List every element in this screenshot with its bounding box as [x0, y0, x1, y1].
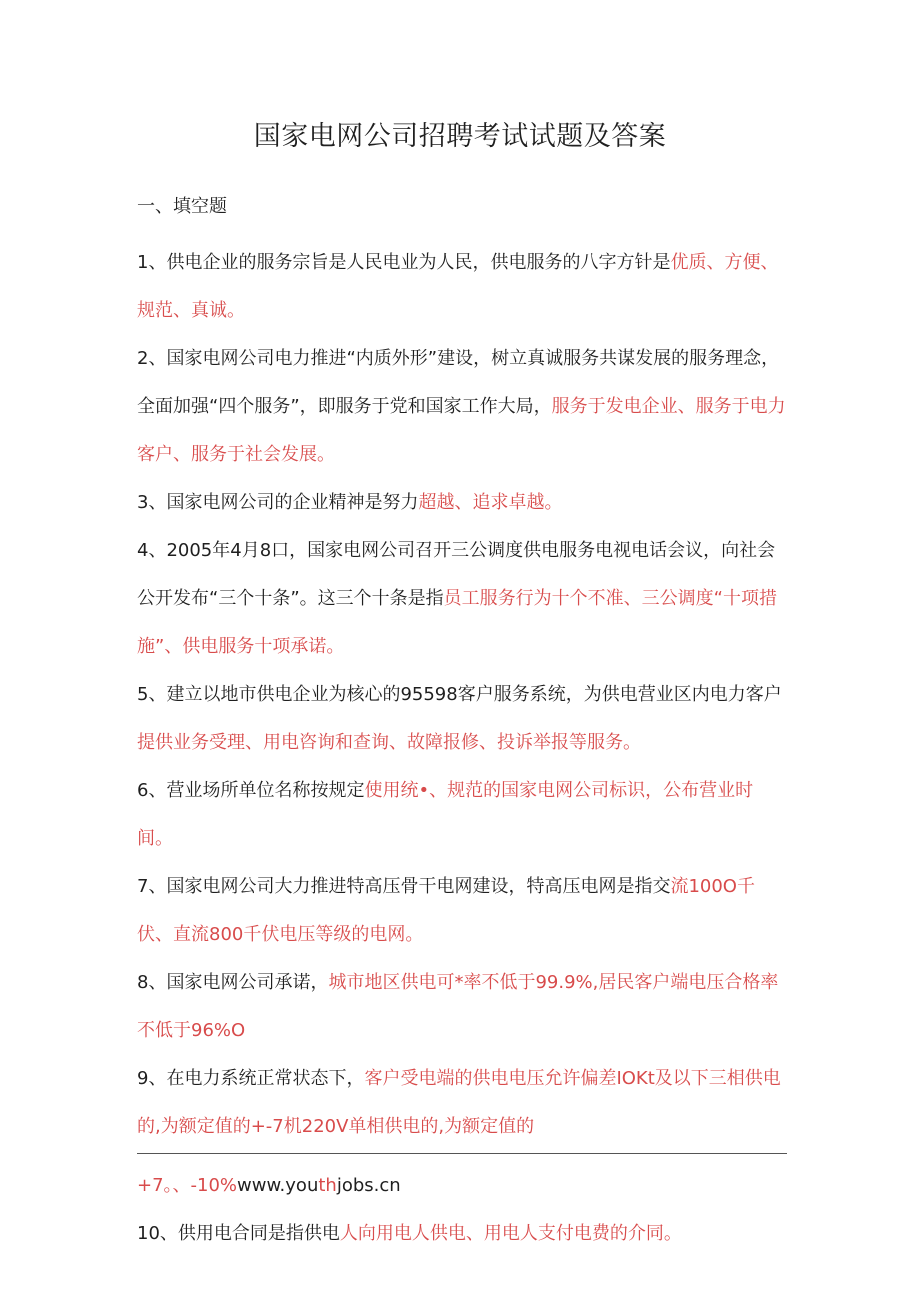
question-3 [137, 479, 787, 527]
question-prompt: 3、国家电网公司的企业精神是努力 [137, 492, 419, 513]
question-answer: 流100O千伏、直流800千伏电压等级的电网。 [137, 876, 755, 945]
question-prompt: 1、供电企业的服务宗旨是人民电业为人民，供电服务的八字方针是 [137, 252, 671, 273]
question-5 [137, 671, 787, 767]
question-answer-tail: +7。、-10% [137, 1175, 238, 1196]
question-answer: 使用统•、规范的国家电网公司标识，公布营业时间。 [137, 780, 754, 849]
question-answer: 超越、追求卓越。 [418, 492, 563, 513]
question-prompt: 8、国家电网公司承诺， [137, 972, 329, 993]
section-heading: 一、填空题 [137, 196, 227, 217]
question-7 [137, 863, 787, 959]
question-answer: 人向用电人供电、用电人支付电费的介同。 [339, 1223, 682, 1244]
watermark-url-highlight: th [318, 1175, 337, 1196]
question-8 [137, 959, 787, 1055]
watermark-url-part: jobs.cn [336, 1175, 401, 1196]
question-prompt: 4、2005年4月8口，国家电网公司召开三公调度供电服务电视电话会议，向社会公开发布“三个十条”。这三个十条是指 [137, 540, 776, 609]
question-answer: 城市地区供电可*率不低于99.9%,居民客户端电压合格率不低于96%O [137, 972, 779, 1041]
document-title: 国家电网公司招聘考试试题及答案 [253, 121, 667, 152]
question-9-continuation [137, 1162, 787, 1210]
question-answer: 客户受电端的供电电压允许偏差IOKt及以下三相供电的,为额定值的+-7机220V单相供电的,为额定值的 [137, 1068, 781, 1137]
question-prompt: 5、建立以地市供电企业为核心的95598客户服务系统，为供电营业区内电力客户 [137, 684, 782, 705]
watermark-url-part: www.you [237, 1175, 319, 1196]
question-6 [137, 767, 787, 863]
question-1 [137, 239, 787, 335]
question-prompt: 6、营业场所单位名称按规定 [137, 780, 365, 801]
question-2 [137, 335, 787, 479]
question-4 [137, 527, 787, 671]
question-answer: 优质、方便、规范、真诚。 [137, 252, 779, 321]
watermark-url [237, 1175, 401, 1196]
question-answer: 提供业务受理、用电咨询和查询、故障报修、投诉举报等服务。 [137, 732, 641, 753]
question-prompt: 10、供用电合同是指供电 [137, 1223, 340, 1244]
question-answer: 服务于发电企业、服务于电力客户、服务于社会发展。 [137, 396, 786, 465]
question-prompt: 9、在电力系统正常状态下， [137, 1068, 365, 1089]
question-9 [137, 1055, 787, 1154]
question-10 [137, 1210, 787, 1258]
question-prompt: 7、国家电网公司大力推进特高压骨干电网建设，特高压电网是指交 [137, 876, 671, 897]
question-answer: 员工服务行为十个不准、三公调度“十项措施”、供电服务十项承诺。 [137, 588, 777, 657]
question-prompt: 2、国家电网公司电力推进“内质外形”建设，树立真诚服务共谋发展的服务理念，全面加强“四个服务”，即服务于党和国家工作大局， [137, 348, 780, 417]
